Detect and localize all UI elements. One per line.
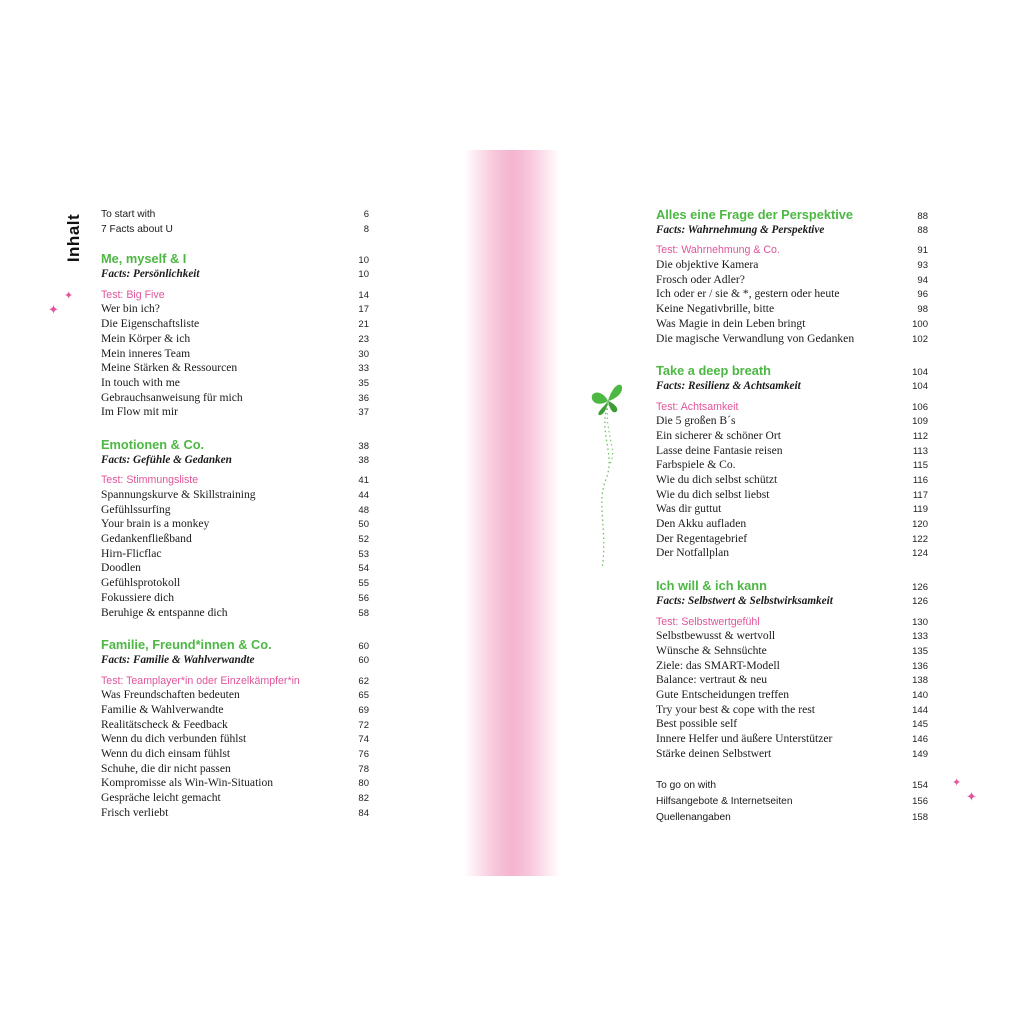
toc-entry[interactable]: Gedankenfließband 52 bbox=[101, 532, 369, 546]
toc-entry[interactable]: To start with 6 bbox=[101, 209, 369, 220]
toc-entry[interactable]: Gute Entscheidungen treffen 140 bbox=[656, 687, 928, 701]
facts-entry[interactable]: Facts: Gefühle & Gedanken 38 bbox=[101, 453, 369, 466]
chapter-heading[interactable]: Emotionen & Co. 38 bbox=[101, 436, 369, 452]
test-entry[interactable]: Test: Selbstwertgefühl 130 bbox=[656, 615, 928, 628]
toc-entry[interactable]: Hirn-Flicflac 53 bbox=[101, 546, 369, 560]
sparkle-icon: ✦ bbox=[48, 303, 59, 318]
toc-entry[interactable]: Your brain is a monkey 50 bbox=[101, 517, 369, 531]
toc-entry[interactable]: Die Eigenschaftsliste 21 bbox=[101, 317, 369, 331]
chapter-heading[interactable]: Ich will & ich kann 126 bbox=[656, 578, 928, 594]
toc-entry[interactable]: Fokussiere dich 56 bbox=[101, 590, 369, 604]
toc-entry[interactable]: Die magische Verwandlung von Gedanken 102 bbox=[656, 331, 928, 345]
toc-entry[interactable]: Wie du dich selbst liebst 117 bbox=[656, 487, 928, 501]
toc-entry[interactable]: Ziele: das SMART-Modell 136 bbox=[656, 658, 928, 672]
toc-entry[interactable]: Meine Stärken & Ressourcen 33 bbox=[101, 361, 369, 375]
toc-entry[interactable]: Doodlen 54 bbox=[101, 561, 369, 575]
toc-entry[interactable]: In touch with me 35 bbox=[101, 375, 369, 389]
test-entry[interactable]: Test: Stimmungsliste 41 bbox=[101, 474, 369, 487]
toc-left-column bbox=[101, 208, 369, 820]
toc-entry[interactable]: Stärke deinen Selbstwert 149 bbox=[656, 746, 928, 760]
chapter-heading[interactable]: Take a deep breath 104 bbox=[656, 363, 928, 379]
toc-entry[interactable]: Wenn du dich verbunden fühlst 74 bbox=[101, 732, 369, 746]
toc-entry[interactable]: Was dir guttut 119 bbox=[656, 502, 928, 516]
toc-entry[interactable]: Quellenangaben 158 bbox=[656, 811, 928, 823]
toc-entry[interactable]: Hilfsangebote & Internetseiten 156 bbox=[656, 796, 928, 808]
toc-entry[interactable]: To go on with 154 bbox=[656, 780, 928, 792]
test-entry[interactable]: Test: Achtsamkeit 106 bbox=[656, 400, 928, 413]
butterfly-icon bbox=[588, 384, 638, 574]
toc-entry[interactable]: Keine Negativbrille, bitte 98 bbox=[656, 302, 928, 316]
toc-entry[interactable]: Gefühlssurfing 48 bbox=[101, 502, 369, 516]
toc-entry[interactable]: Wer bin ich? 17 bbox=[101, 302, 369, 316]
toc-entry[interactable]: Beruhige & entspanne dich 58 bbox=[101, 605, 369, 619]
toc-entry[interactable]: Die objektive Kamera 93 bbox=[656, 258, 928, 272]
test-entry[interactable]: Test: Teamplayer*in oder Einzelkämpfer*in 62 bbox=[101, 674, 369, 687]
toc-entry[interactable]: Gefühlsprotokoll 55 bbox=[101, 576, 369, 590]
toc-entry[interactable]: Wünsche & Sehnsüchte 135 bbox=[656, 643, 928, 657]
facts-entry[interactable]: Facts: Selbstwert & Selbstwirksamkeit 126 bbox=[656, 594, 928, 607]
toc-entry[interactable]: Der Notfallplan 124 bbox=[656, 546, 928, 560]
facts-entry[interactable]: Facts: Resilienz & Achtsamkeit 104 bbox=[656, 379, 928, 392]
toc-entry[interactable]: Die 5 großen B´s 109 bbox=[656, 414, 928, 428]
toc-entry[interactable]: Farbspiele & Co. 115 bbox=[656, 458, 928, 472]
sparkle-icon: ✦ bbox=[64, 289, 74, 302]
sparkle-icon: ✦ bbox=[952, 776, 962, 789]
toc-entry[interactable]: Was Magie in dein Leben bringt 100 bbox=[656, 316, 928, 330]
toc-entry[interactable]: Schuhe, die dir nicht passen 78 bbox=[101, 761, 369, 775]
toc-entry[interactable]: Best possible self 145 bbox=[656, 717, 928, 731]
toc-entry[interactable]: Ich oder er / sie & *, gestern oder heute 96 bbox=[656, 287, 928, 301]
toc-entry[interactable]: Wenn du dich einsam fühlst 76 bbox=[101, 747, 369, 760]
toc-entry[interactable]: Balance: vertraut & neu 138 bbox=[656, 673, 928, 687]
facts-entry[interactable]: Facts: Persönlichkeit 10 bbox=[101, 268, 369, 281]
facts-entry[interactable]: Facts: Familie & Wahlverwandte 60 bbox=[101, 653, 369, 666]
toc-entry[interactable]: Mein inneres Team 30 bbox=[101, 346, 369, 360]
toc-entry[interactable]: Gebrauchsanweisung für mich 36 bbox=[101, 390, 369, 404]
toc-entry[interactable]: Wie du dich selbst schützt 116 bbox=[656, 473, 928, 486]
toc-entry[interactable]: Den Akku aufladen 120 bbox=[656, 517, 928, 531]
test-entry[interactable]: Test: Big Five 14 bbox=[101, 288, 369, 301]
book-spine-gradient bbox=[464, 150, 560, 876]
toc-entry[interactable]: Gespräche leicht gemacht 82 bbox=[101, 791, 369, 805]
toc-entry[interactable]: Lasse deine Fantasie reisen 113 bbox=[656, 443, 928, 457]
toc-entry[interactable]: Im Flow mit mir 37 bbox=[101, 405, 369, 419]
facts-entry[interactable]: Facts: Wahrnehmung & Perspektive 88 bbox=[656, 223, 928, 236]
toc-entry[interactable]: Try your best & cope with the rest 144 bbox=[656, 702, 928, 716]
page-title-text: Inhalt bbox=[64, 213, 83, 263]
toc-entry[interactable]: Was Freundschaften bedeuten 65 bbox=[101, 688, 369, 702]
toc-entry[interactable]: 7 Facts about U 8 bbox=[101, 223, 369, 235]
toc-entry[interactable]: Ein sicherer & schöner Ort 112 bbox=[656, 428, 928, 442]
page-title bbox=[60, 208, 88, 268]
chapter-heading[interactable]: Me, myself & I 10 bbox=[101, 251, 369, 267]
toc-entry[interactable]: Mein Körper & ich 23 bbox=[101, 331, 369, 345]
sparkle-icon: ✦ bbox=[966, 790, 977, 805]
toc-entry[interactable]: Innere Helfer und äußere Unterstützer 146 bbox=[656, 732, 928, 745]
toc-entry[interactable]: Frosch oder Adler? 94 bbox=[656, 272, 928, 286]
toc-entry[interactable]: Realitätscheck & Feedback 72 bbox=[101, 717, 369, 731]
chapter-heading[interactable]: Alles eine Frage der Perspektive 88 bbox=[656, 207, 928, 222]
toc-entry[interactable]: Der Regentagebrief 122 bbox=[656, 531, 928, 545]
chapter-heading[interactable]: Familie, Freund*innen & Co. 60 bbox=[101, 637, 369, 653]
toc-right-column bbox=[656, 208, 928, 825]
toc-entry[interactable]: Familie & Wahlverwandte 69 bbox=[101, 702, 369, 716]
toc-entry[interactable]: Selbstbewusst & wertvoll 133 bbox=[656, 629, 928, 643]
toc-entry[interactable]: Frisch verliebt 84 bbox=[101, 805, 369, 819]
toc-entry[interactable]: Kompromisse als Win-Win-Situation 80 bbox=[101, 776, 369, 790]
test-entry[interactable]: Test: Wahrnehmung & Co. 91 bbox=[656, 244, 928, 257]
toc-entry[interactable]: Spannungskurve & Skillstraining 44 bbox=[101, 488, 369, 501]
